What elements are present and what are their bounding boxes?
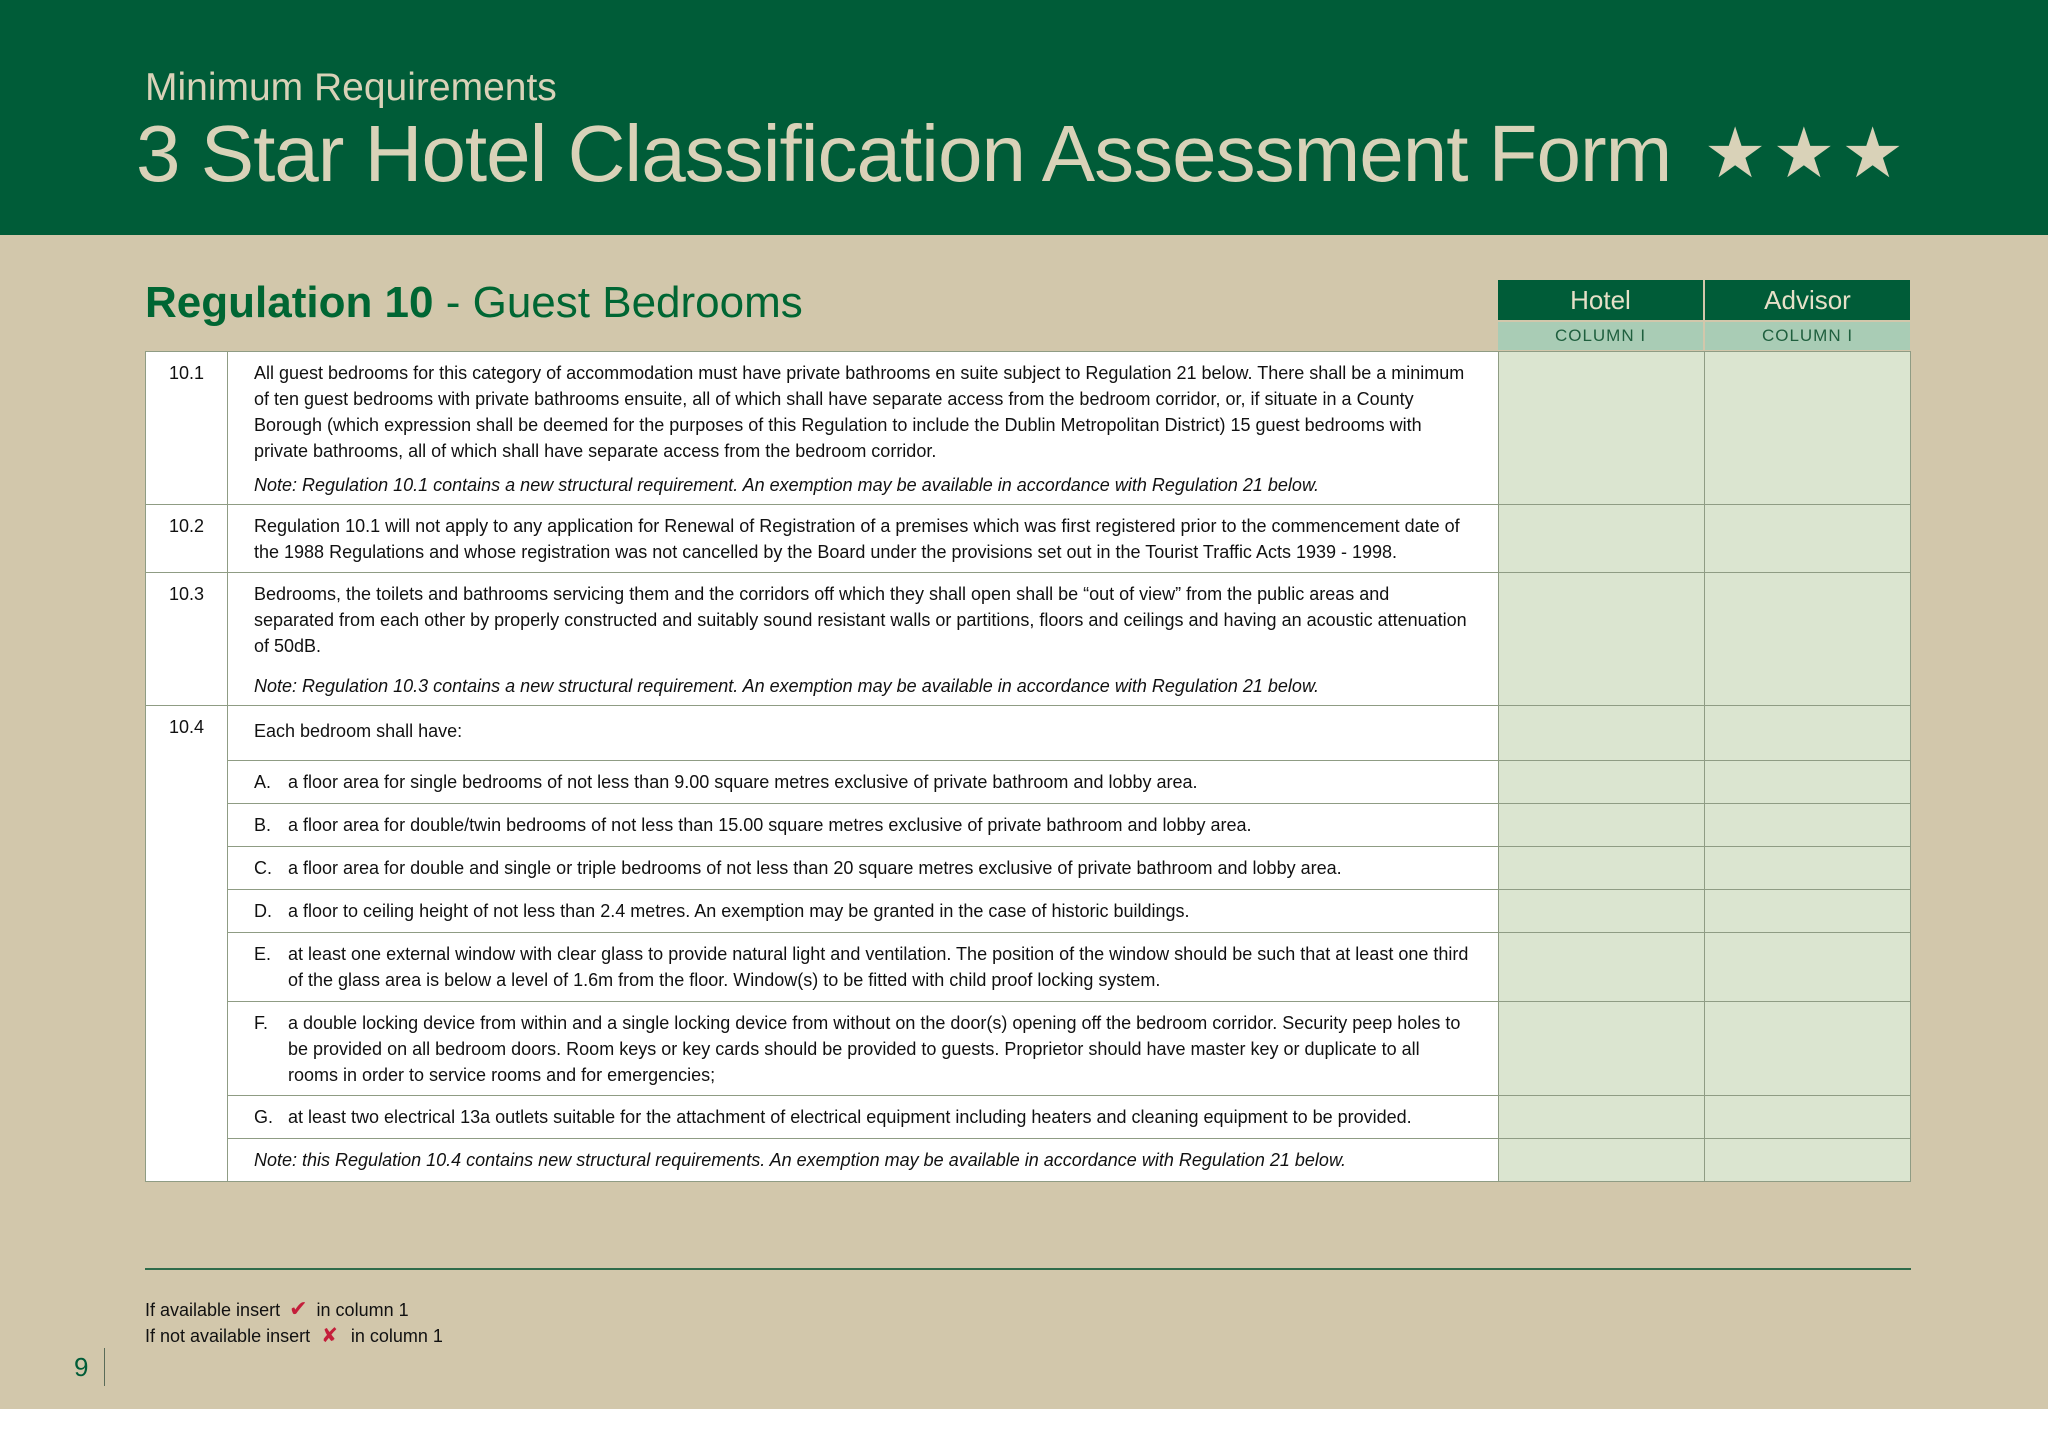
column-sub-advisor: COLUMN I <box>1705 322 1910 350</box>
hotel-check-cell[interactable] <box>1499 1139 1705 1182</box>
row-text <box>228 1096 1499 1139</box>
advisor-check-cell[interactable] <box>1705 1139 1911 1182</box>
row-text <box>228 804 1499 847</box>
hotel-check-cell[interactable] <box>1499 505 1705 573</box>
advisor-check-cell[interactable] <box>1705 505 1911 573</box>
row-number: 10.2 <box>146 505 228 573</box>
star-rating-icon: ★★★ <box>1703 114 1910 192</box>
table-row <box>146 706 1911 761</box>
item-text: a double locking device from within and a single locking device from without on the door(s) opening off the bedroom corridor. Security peep holes to be provided on all bedroom doors. Room keys or key cards should be provided to guests. Proprietor should have master key or duplicate to all rooms in order to service rooms and for emergencies; <box>288 1013 1461 1085</box>
advisor-check-cell[interactable] <box>1705 352 1911 505</box>
row-number: 10.3 <box>146 573 228 706</box>
section-heading-rest: - Guest Bedrooms <box>433 278 803 327</box>
regulation-text: Bedrooms, the toilets and bathrooms servicing them and the corridors off which they shall open shall be “out of view” from the public areas and separated from each other by properly constructed and suitably sound resistant walls or partitions, floors and ceilings and having an acoustic attenuation of 50dB. <box>254 584 1467 656</box>
row-text <box>228 1002 1499 1096</box>
table-row <box>146 1139 1911 1182</box>
row-text <box>228 890 1499 933</box>
column-sub-hotel: COLUMN I <box>1498 322 1703 350</box>
item-letter: B. <box>254 815 272 835</box>
column-header-advisor: Advisor <box>1705 280 1910 320</box>
section-heading <box>145 278 803 328</box>
item-text: a floor area for double/twin bedrooms of not less than 15.00 square metres exclusive of private bathroom and lobby area. <box>288 815 1252 835</box>
hotel-check-cell[interactable] <box>1499 352 1705 505</box>
item-letter: G. <box>254 1107 274 1127</box>
item-text: a floor area for single bedrooms of not less than 9.00 square metres exclusive of private bathroom and lobby area. <box>288 772 1198 792</box>
table-row <box>146 933 1911 1002</box>
advisor-check-cell[interactable] <box>1705 1002 1911 1096</box>
check-mark-icon: ✔ <box>289 1296 308 1321</box>
advisor-check-cell[interactable] <box>1705 847 1911 890</box>
row-text <box>228 352 1499 505</box>
advisor-check-cell[interactable] <box>1705 890 1911 933</box>
row-text <box>228 573 1499 706</box>
row-number: 10.1 <box>146 352 228 505</box>
advisor-check-cell[interactable] <box>1705 804 1911 847</box>
table-row <box>146 1096 1911 1139</box>
header-subtitle: Minimum Requirements <box>145 66 557 109</box>
item-letter: A. <box>254 772 272 792</box>
regulation-note: Note: Regulation 10.1 contains a new structural requirement. An exemption may be available in accordance with Regulation 21 below. <box>254 475 1319 495</box>
advisor-check-cell[interactable] <box>1705 573 1911 706</box>
section-heading-bold: Regulation 10 <box>145 278 434 327</box>
regulation-text: All guest bedrooms for this category of accommodation must have private bathrooms en suite subject to Regulation 21 below. There shall be a minimum of ten guest bedrooms with private bathrooms ensuite, all of which shall have separate access from the bedroom corridor, or, if situate in a County Borough (which expression shall be deemed for the purposes of this Regulation to include the Dublin Metropolitan District) 15 guest bedrooms with private bathrooms, all of which shall have separate access from the bedroom corridor. <box>254 363 1465 461</box>
row-text <box>228 761 1499 804</box>
hotel-check-cell[interactable] <box>1499 573 1705 706</box>
advisor-check-cell[interactable] <box>1705 761 1911 804</box>
table-row <box>146 505 1911 573</box>
item-text: a floor area for double and single or triple bedrooms of not less than 20 square metres exclusive of private bathroom and lobby area. <box>288 858 1342 878</box>
table-row <box>146 352 1911 505</box>
legend-available-pre: If available insert <box>145 1300 281 1320</box>
table-row <box>146 573 1911 706</box>
hotel-check-cell[interactable] <box>1499 933 1705 1002</box>
hotel-check-cell[interactable] <box>1499 761 1705 804</box>
hotel-check-cell[interactable] <box>1499 847 1705 890</box>
row-text <box>228 706 1499 761</box>
page-title: 3 Star Hotel Classification Assessment Form <box>136 109 1672 198</box>
item-letter: E. <box>254 944 272 964</box>
regulation-note: Note: Regulation 10.3 contains a new structural requirement. An exemption may be available in accordance with Regulation 21 below. <box>254 676 1319 696</box>
cross-mark-icon: ✘ <box>321 1325 338 1347</box>
regulation-note: Note: this Regulation 10.4 contains new structural requirements. An exemption may be available in accordance with Regulation 21 below. <box>254 1150 1346 1170</box>
row-text <box>228 505 1499 573</box>
row-text <box>228 933 1499 1002</box>
page-number: 9 <box>74 1352 89 1382</box>
item-text: a floor to ceiling height of not less than 2.4 metres. An exemption may be granted in the case of historic buildings. <box>288 901 1190 921</box>
legend-available <box>145 1296 443 1323</box>
advisor-check-cell[interactable] <box>1705 1096 1911 1139</box>
hotel-check-cell[interactable] <box>1499 706 1705 761</box>
legend <box>145 1296 443 1349</box>
footer-divider <box>145 1268 1911 1270</box>
row-number: 10.4 <box>146 706 228 1182</box>
table-row <box>146 847 1911 890</box>
item-letter: C. <box>254 858 272 878</box>
regulation-table <box>145 351 1911 1182</box>
header-banner <box>0 0 2048 235</box>
hotel-check-cell[interactable] <box>1499 804 1705 847</box>
legend-not-available <box>145 1323 443 1349</box>
item-text: at least one external window with clear glass to provide natural light and ventilation. The position of the window should be such that at least one third of the glass area is below a level of 1.6m from the floor. Window(s) to be fitted with child proof locking system. <box>288 944 1469 990</box>
hotel-check-cell[interactable] <box>1499 1002 1705 1096</box>
item-text: at least two electrical 13a outlets suitable for the attachment of electrical equipment including heaters and cleaning equipment to be provided. <box>288 1107 1412 1127</box>
row-text <box>228 847 1499 890</box>
regulation-text: Each bedroom shall have: <box>254 721 463 741</box>
table-row <box>146 761 1911 804</box>
page-number-divider <box>104 1348 105 1386</box>
legend-not-available-post: in column 1 <box>350 1326 443 1346</box>
table-row <box>146 1002 1911 1096</box>
legend-available-post: in column 1 <box>316 1300 409 1320</box>
regulation-text: Regulation 10.1 will not apply to any application for Renewal of Registration of a premises which was first registered prior to the commencement date of the 1988 Regulations and whose registration was not cancelled by the Board under the provisions set out in the Tourist Traffic Acts 1939 - 1998. <box>254 516 1460 562</box>
hotel-check-cell[interactable] <box>1499 890 1705 933</box>
item-letter: D. <box>254 901 272 921</box>
item-letter: F. <box>254 1013 269 1033</box>
column-header-hotel: Hotel <box>1498 280 1703 320</box>
advisor-check-cell[interactable] <box>1705 706 1911 761</box>
table-row <box>146 804 1911 847</box>
legend-not-available-pre: If not available insert <box>145 1326 311 1346</box>
table-row <box>146 890 1911 933</box>
advisor-check-cell[interactable] <box>1705 933 1911 1002</box>
row-text <box>228 1139 1499 1182</box>
hotel-check-cell[interactable] <box>1499 1096 1705 1139</box>
